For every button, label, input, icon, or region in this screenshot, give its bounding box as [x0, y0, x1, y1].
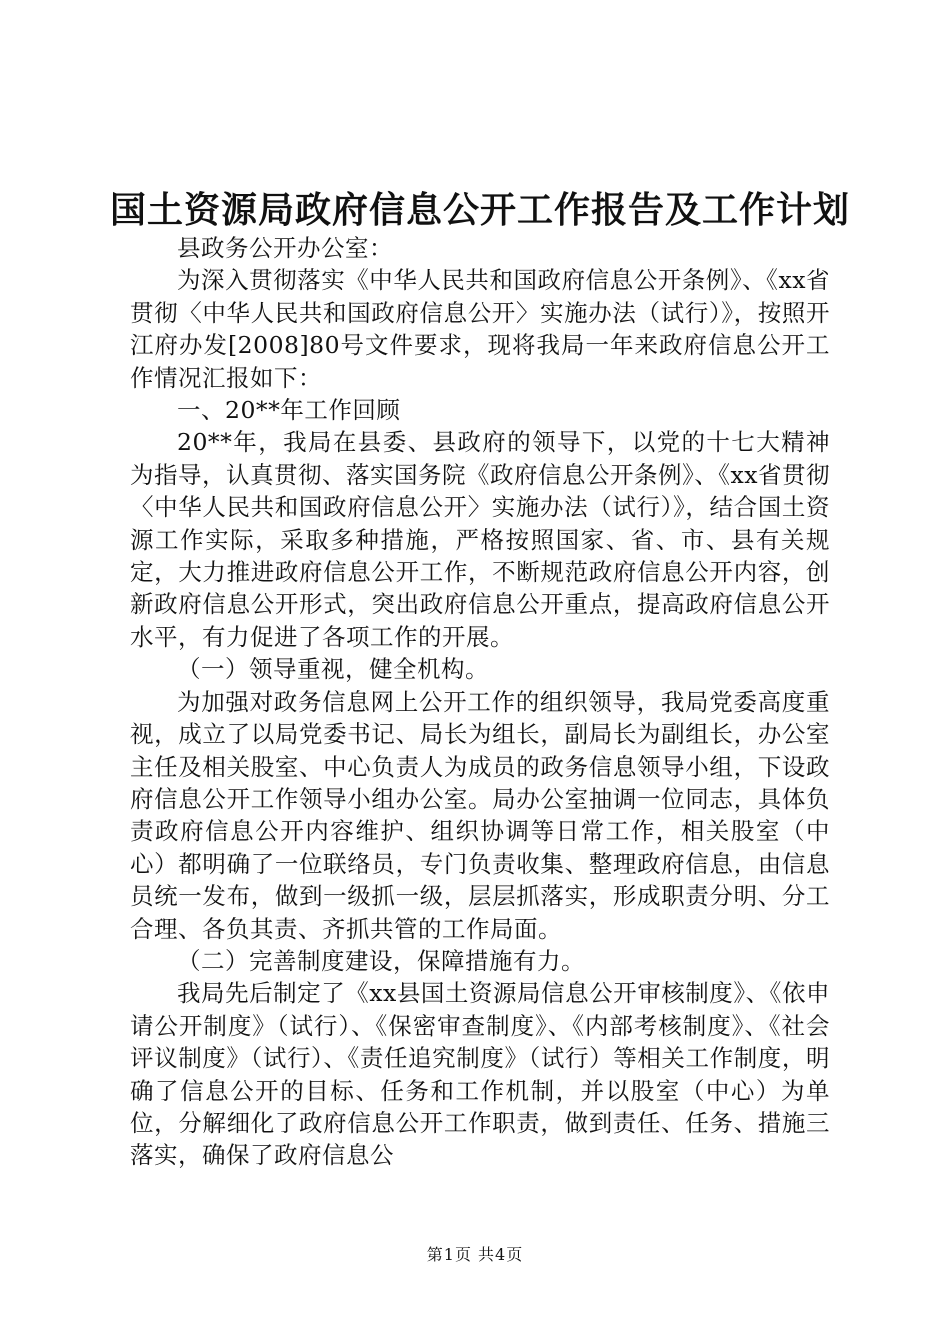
intro-paragraph: 为深入贯彻落实《中华人民共和国政府信息公开条例》、《xx省贯彻〈中华人民共和国政府信息公开〉实施办法（试行）》，按照开江府办发[2008]80号文件要求，现将我局一年来政府信息公开工作情况汇报如下： — [130, 266, 830, 392]
document-body — [130, 232, 830, 1172]
page-number: 第1页 共4页 — [426, 1245, 524, 1264]
section-heading: 一、20**年工作回顾 — [177, 396, 401, 425]
subsection-heading: （二）完善制度建设，保障措施有力。 — [177, 946, 585, 975]
subsection-heading: （一）领导重视，健全机构。 — [177, 655, 489, 684]
organization-paragraph: 为加强对政务信息网上公开工作的组织领导，我局党委高度重视，成立了以局党委书记、局长为组长，副局长为副组长，办公室主任及相关股室、中心负责人为成员的政务信息领导小组，下设政府信息公开工作领导小组办公室。局办公室抽调一位同志，具体负责政府信息公开内容维护、组织协调等日常工作，相关股室（中心）都明确了一位联络员，专门负责收集、整理政府信息，由信息员统一发布，做到一级抓一级，层层抓落实，形成职责分明、分工合理、各负其责、齐抓共管的工作局面。 — [130, 687, 830, 943]
document-title: 国土资源局政府信息公开工作报告及工作计划 — [110, 189, 851, 231]
review-paragraph: 20**年，我局在县委、县政府的领导下，以党的十七大精神为指导，认真贯彻、落实国务院《政府信息公开条例》、《xx省贯彻〈中华人民共和国政府信息公开〉实施办法（试行）》，结合国土资源工作实际，采取多种措施，严格按照国家、省、市、县有关规定，大力推进政府信息公开工作，不断规范政府信息公开内容，创新政府信息公开形式，突出政府信息公开重点，提高政府信息公开水平，有力促进了各项工作的开展。 — [130, 428, 831, 651]
salutation: 县政务公开办公室： — [177, 234, 393, 262]
system-paragraph: 我局先后制定了《xx县国土资源局信息公开审核制度》、《依申请公开制度》（试行）、《保密审查制度》、《内部考核制度》、《社会评议制度》（试行）、《责任追究制度》（试行）等相关工作制度，明确了信息公开的目标、任务和工作机制，并以股室（中心）为单位，分解细化了政府信息公开工作职责，做到责任、任务、措施三落实，确保了政府信息公 — [130, 979, 830, 1170]
